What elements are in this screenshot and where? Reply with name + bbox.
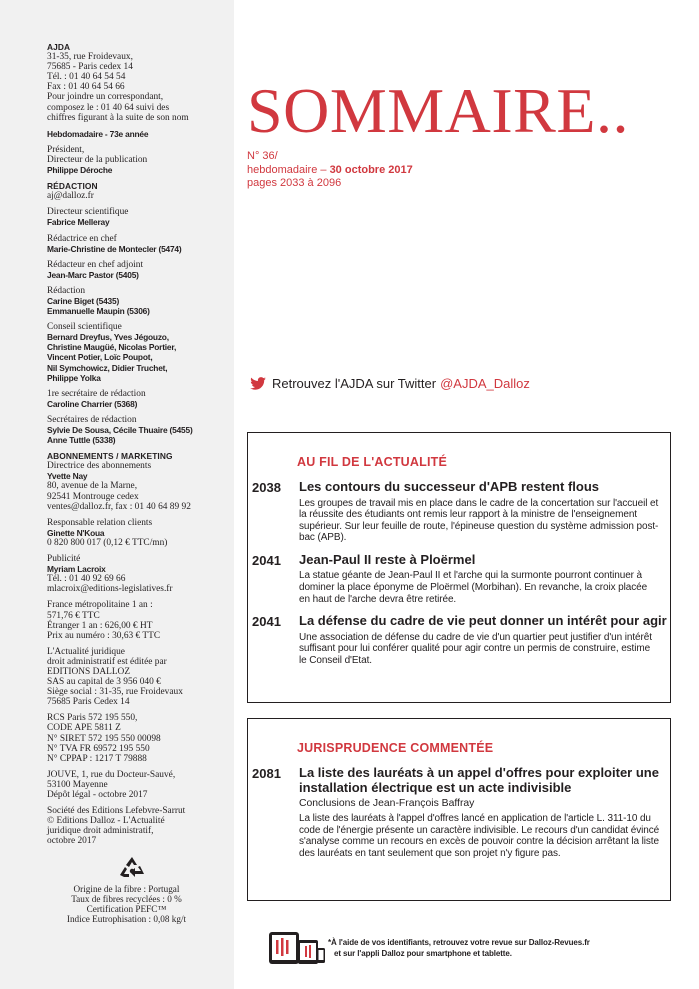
masthead-line: Directeur scientifique	[47, 207, 129, 218]
masthead-section	[47, 806, 226, 846]
masthead-heading: AJDA	[47, 42, 71, 52]
masthead-line: Philippe Yolka	[47, 372, 101, 383]
masthead-line: CODE APE 5811 Z	[47, 723, 121, 734]
masthead-line: Carine Biget (5435)	[47, 295, 120, 306]
toc-entry[interactable]	[248, 766, 670, 859]
masthead-line: Christine Maugüé, Nicolas Portier,	[47, 342, 177, 353]
toc-entry-summary: Une association de défense du cadre de vie d'un quartier peut justifier d'un intérêt suffisant pour lui conférer qualité pour agir contre un permis de construire, estime le Conseil d'Etat.	[299, 631, 652, 666]
case-law-section-heading: JURISPRUDENCE COMMENTÉE	[297, 741, 494, 755]
masthead-line: Vincent Potier, Loïc Poupot,	[47, 352, 153, 363]
masthead-section	[47, 42, 226, 123]
masthead-line: 75685 Paris Cedex 14	[47, 697, 130, 708]
masthead-line: Publicité	[47, 554, 81, 565]
footnote-text: *À l'aide de vos identifiants, retrouvez votre revue sur Dalloz-Revues.fr et sur l'appli Dalloz pour smartphone et tablette.	[328, 938, 590, 958]
fibre-line: Certification PEFC™	[86, 904, 167, 915]
masthead-line: Pour joindre un correspondant,	[47, 92, 164, 103]
masthead-line: 75685 - Paris cedex 14	[47, 62, 133, 73]
masthead-line: RCS Paris 572 195 550,	[47, 713, 138, 724]
twitter-bird-icon	[250, 377, 266, 390]
toc-entry-title: Les contours du successeur d'APB restent flous	[299, 479, 599, 494]
toc-entry[interactable]	[248, 480, 670, 544]
masthead-section	[47, 518, 226, 548]
masthead-section	[47, 770, 226, 800]
masthead-line: Rédacteur en chef adjoint	[47, 259, 144, 270]
masthead-line: JOUVE, 1, rue du Docteur-Sauvé,	[47, 769, 176, 780]
masthead-line: Hebdomadaire - 73e année	[47, 128, 149, 139]
masthead-line: Sylvie De Sousa, Cécile Thuaire (5455)	[47, 425, 193, 435]
masthead-section	[47, 234, 226, 254]
masthead-sections	[47, 42, 226, 846]
masthead-line: Jean-Marc Pastor (5405)	[47, 269, 139, 280]
masthead-line: Responsable relation clients	[47, 517, 153, 528]
news-entries	[248, 480, 670, 666]
fibre-line: Indice Eutrophisation : 0,08 kg/t	[66, 914, 187, 925]
masthead-line: Siège social : 31-35, rue Froidevaux	[47, 687, 183, 698]
masthead-line: Secrétaires de rédaction	[47, 414, 137, 425]
masthead-section	[47, 713, 226, 763]
masthead-heading: RÉDACTION	[47, 181, 98, 192]
recycle-icon	[117, 854, 147, 880]
masthead-line: SAS au capital de 3 956 040 €	[47, 677, 161, 688]
issue-pages: pages 2033 à 2096	[247, 177, 342, 189]
masthead-section	[47, 286, 226, 316]
news-section-heading: AU FIL DE L'ACTUALITÉ	[297, 455, 447, 469]
masthead-line: © Editions Dalloz - L'Actualité	[47, 816, 165, 827]
toc-entry-summary: Les groupes de travail mis en place dans le cadre de la concertation sur l'accueil et la réussite des étudiants ont remis leur rapport à la ministre de l'enseignement supérieur. Sur leur feuille de route, l'épineuse question du système admission post-bac (APB).	[299, 497, 659, 544]
news-section	[247, 432, 671, 703]
masthead-section	[47, 600, 226, 640]
toc-entry[interactable]	[248, 553, 670, 605]
masthead-line: Anne Tuttle (5338)	[47, 435, 116, 446]
masthead-section	[47, 451, 226, 512]
masthead-line: Emmanuelle Maupin (5306)	[47, 306, 150, 317]
toc-entry-title: La liste des lauréats à un appel d'offres pour exploiter une installation électrique est un acte indivisible	[299, 765, 659, 795]
case-law-entries	[248, 766, 670, 859]
masthead-line: Prix au numéro : 30,63 € TTC	[47, 630, 161, 641]
masthead-line: Nil Symchowicz, Didier Truchet,	[47, 362, 168, 373]
twitter-promo	[250, 376, 530, 391]
masthead-section	[47, 554, 226, 594]
twitter-text: Retrouvez l'AJDA sur Twitter	[272, 376, 437, 391]
masthead-line: Ginette N'Koua	[47, 527, 105, 538]
masthead-section	[47, 415, 226, 445]
toc-entry-title: Jean-Paul II reste à Ploërmel	[299, 551, 476, 567]
fibre-info	[27, 884, 226, 924]
case-law-section	[247, 718, 671, 901]
masthead-line: Président,	[47, 144, 85, 155]
masthead-line: Dépôt légal - octobre 2017	[47, 790, 148, 800]
issue-info	[247, 150, 413, 191]
masthead-line: Tél. : 01 40 64 54 54	[47, 72, 126, 83]
masthead-line: Rédaction	[47, 285, 86, 296]
toc-page-number: 2041	[252, 614, 281, 630]
masthead-line: Caroline Charrier (5368)	[47, 398, 138, 409]
fibre-line: Origine de la fibre : Portugal	[73, 884, 180, 895]
masthead-line: France métropolitaine 1 an :	[47, 600, 153, 611]
toc-page-number: 2038	[252, 480, 281, 495]
footer-note	[268, 926, 688, 970]
masthead-line: Rédactrice en chef	[47, 233, 117, 244]
issue-number: N° 36/	[247, 150, 278, 162]
masthead-line: Philippe Déroche	[47, 165, 113, 176]
masthead-section	[47, 145, 226, 175]
fibre-line: Taux de fibres recyclées : 0 %	[71, 894, 182, 905]
masthead-line: Société des Editions Lefebvre-Sarrut	[47, 806, 186, 817]
masthead-line: Myriam Lacroix	[47, 564, 106, 575]
toc-entry-summary: La liste des lauréats à l'appel d'offres lancé en application de l'article L. 311-10 du code de l'énergie présente un caractère indivisible. Le recours d'un candidat évincé s'analyse comme un recours en excès de pouvoir contre la décision arrêtant la liste des lauréats en tant seulement que son projet n'y figure pas.	[299, 813, 660, 859]
masthead-line: ventes@dalloz.fr, fax : 01 40 64 89 92	[47, 501, 191, 512]
masthead-line: droit administratif est éditée par	[47, 656, 167, 667]
masthead-line: EDITIONS DALLOZ	[47, 666, 131, 677]
toc-entry-author: Conclusions de Jean-François Baffray	[299, 798, 475, 809]
masthead-line: Tél. : 01 40 92 69 66	[47, 574, 126, 585]
toc-entry-title: La défense du cadre de vie peut donner un intérêt pour agir	[299, 613, 667, 629]
masthead-line: Bernard Dreyfus, Yves Jégouzo,	[47, 332, 169, 343]
toc-page-number: 2081	[252, 766, 281, 781]
page-title: SOMMAIRE..	[247, 75, 629, 146]
masthead-line: Directeur de la publication	[47, 154, 148, 165]
issue-date: hebdomadaire – 30 octobre 2017	[247, 163, 413, 176]
masthead-line: juridique droit administratif,	[47, 826, 154, 837]
masthead-line: octobre 2017	[47, 836, 97, 847]
masthead-line: 1re secrétaire de rédaction	[47, 388, 146, 399]
masthead-section	[47, 181, 226, 201]
masthead-line: Conseil scientifique	[47, 322, 122, 333]
masthead-section	[47, 207, 226, 227]
masthead-line: 571,76 € TTC	[47, 610, 100, 621]
masthead-line: 31-35, rue Froidevaux,	[47, 52, 133, 63]
masthead-line: N° SIRET 572 195 550 00098	[47, 733, 161, 744]
toc-page-number: 2041	[252, 552, 281, 568]
masthead-line: chiffres figurant à la suite de son nom	[47, 112, 189, 123]
masthead-heading: ABONNEMENTS / MARKETING	[47, 451, 173, 462]
masthead-line: aj@dalloz.fr	[47, 191, 94, 202]
masthead-line: 0 820 800 017 (0,12 € TTC/mn)	[47, 537, 168, 548]
masthead-line: Directrice des abonnements	[47, 461, 152, 472]
masthead-line: 53100 Mayenne	[47, 779, 108, 790]
masthead-section	[47, 260, 226, 280]
masthead-section	[47, 389, 226, 409]
masthead-column	[0, 0, 234, 989]
masthead-line: N° CPPAP : 1217 T 79888	[47, 753, 147, 764]
masthead-line: Étranger 1 an : 626,00 € HT	[47, 620, 153, 631]
masthead-line: 80, avenue de la Marne,	[47, 481, 138, 492]
masthead-section	[47, 322, 226, 383]
masthead-section	[47, 129, 226, 139]
masthead-section	[47, 647, 226, 708]
masthead-line: composez le : 01 40 64 suivi des	[47, 102, 170, 113]
masthead-line: Yvette Nay	[47, 471, 88, 482]
masthead-line: mlacroix@editions-legislatives.fr	[47, 584, 173, 595]
toc-entry-summary: La statue géante de Jean-Paul II et l'arche qui la surmonte pourront continuer à dominer la place éponyme de Ploërmel (Morbihan). En revanche, la croix placée en haut de l'arche devra être retirée.	[299, 570, 648, 605]
masthead-line: L'Actualité juridique	[47, 646, 125, 657]
twitter-handle-link[interactable]: @AJDA_Dalloz	[440, 376, 530, 391]
masthead-line: Fabrice Melleray	[47, 217, 110, 228]
masthead-line: Fax : 01 40 64 54 66	[47, 82, 125, 93]
masthead-line: 92541 Montrouge cedex	[47, 491, 139, 502]
devices-icon	[268, 926, 326, 966]
toc-entry[interactable]	[248, 614, 670, 666]
masthead-line: N° TVA FR 69572 195 550	[47, 743, 150, 754]
masthead-line: Marie-Christine de Montecler (5474)	[47, 243, 182, 254]
